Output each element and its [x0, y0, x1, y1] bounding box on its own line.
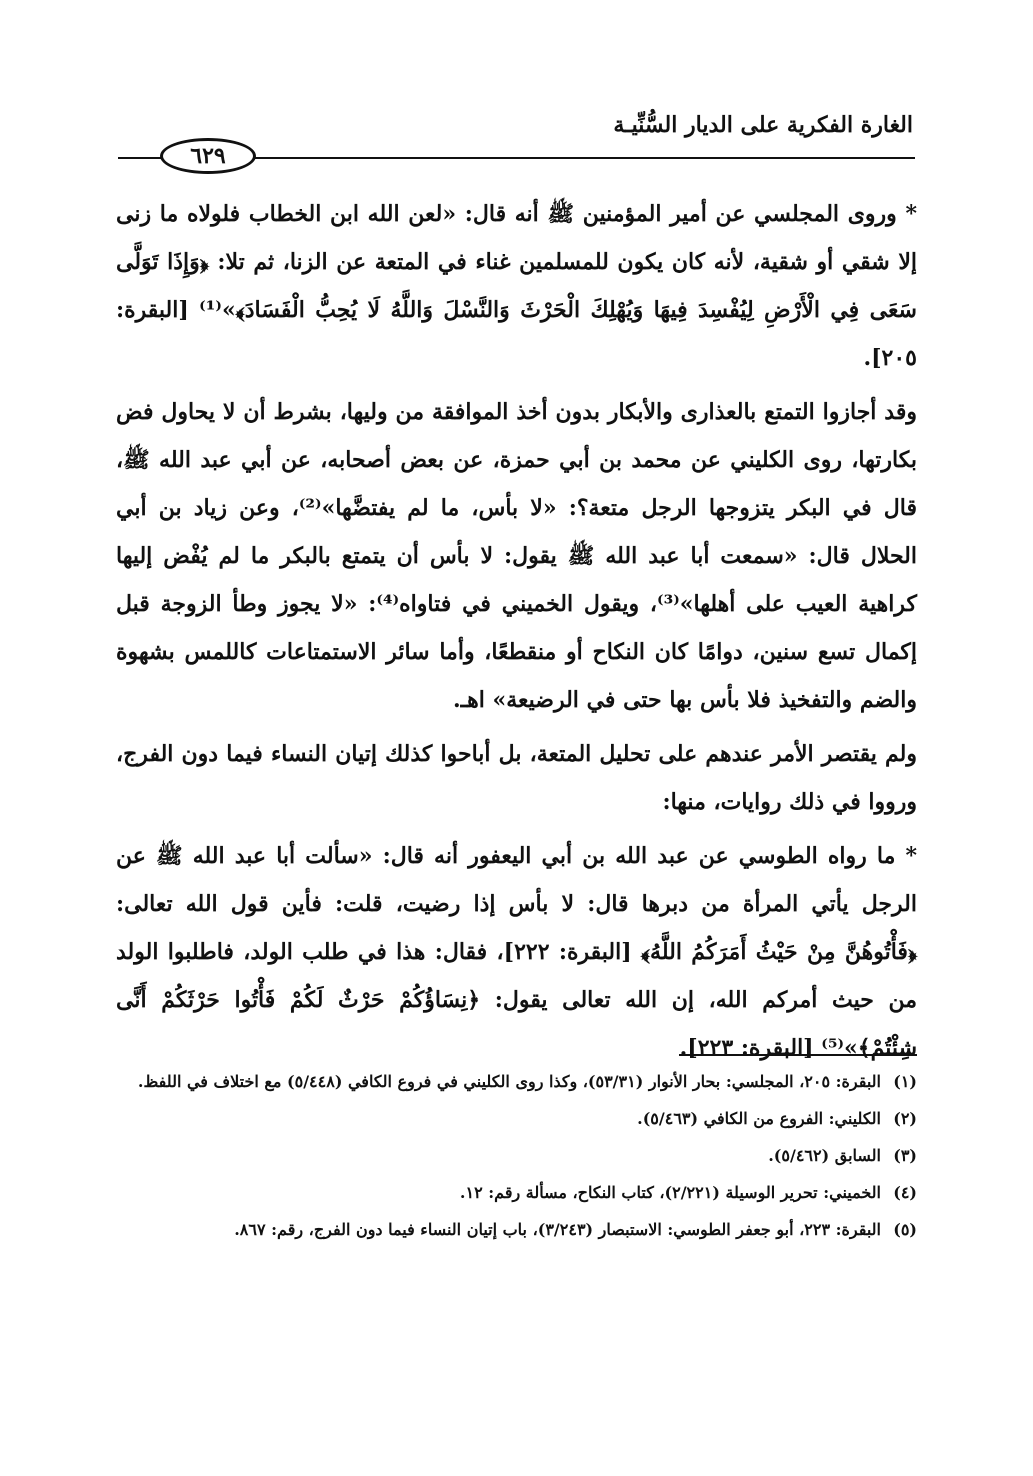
- footnote-text: الخميني: تحرير الوسيلة (٢/٢٢١)، كتاب النكاح، مسألة رقم: ١٢.: [459, 1183, 881, 1202]
- footnote: [116, 1179, 917, 1207]
- paragraph: وقد أجازوا التمتع بالعذارى والأبكار بدون أخذ الموافقة من وليها، بشرط أن لا يحاول فض بكارتها، روى الكليني عن محمد بن أبي حمزة، عن بعض أصحابه، عن أبي عبد الله ﷺ، قال في البكر يتزوجها الرجل متعة؟: «لا بأس، ما لم يفتضَّها»⁽²⁾، وعن زياد بن أبي الحلال قال: «سمعت أبا عبد الله ﷺ يقول: لا بأس أن يتمتع بالبكر ما لم يُفْض إليها كراهية العيب على أهلها»⁽³⁾، ويقول الخميني في فتاواه⁽⁴⁾: «لا يجوز وطأ الزوجة قبل إكمال تسع سنين، دوامًا كان النكاح أو منقطعًا، وأما سائر الاستمتاعات كاللمس بشهوة والضم والتفخيذ فلا بأس بها حتى في الرضيعة» اهـ.: [116, 399, 917, 713]
- footnote: [116, 1105, 917, 1133]
- footnote-number: (١): [893, 1072, 917, 1091]
- paragraph: * ما رواه الطوسي عن عبد الله بن أبي اليعفور أنه قال: «سألت أبا عبد الله ﷺ عن الرجل يأتي المرأة من دبرها قال: لا بأس إذا رضيت، قلت: فأين قول الله تعالى: ﴿فَأْتُوهُنَّ مِنْ حَيْثُ أَمَرَكُمُ اللَّهُ﴾ [البقرة: ٢٢٢]، فقال: هذا في طلب الولد، فاطلبوا الولد من حيث أمركم الله، إن الله تعالى يقول: ﴿نِسَاؤُكُمْ حَرْثٌ لَكُمْ فَأْتُوا حَرْثَكُمْ أَنَّى شِئْتُمْ﴾»⁽⁵⁾ [البقرة: ٢٢٣].: [116, 843, 917, 1061]
- paragraph: ولم يقتصر الأمر عندهم على تحليل المتعة، بل أباحوا كذلك إتيان النساء فيما دون الفرج، ورووا في ذلك روايات، منها:: [116, 741, 917, 815]
- footnote-number: (٢): [893, 1109, 917, 1128]
- page-number: ٦٢٩: [190, 143, 226, 169]
- footnote-number: (٤): [893, 1183, 917, 1202]
- footnote-number: (٣): [893, 1146, 917, 1165]
- footnote: [116, 1216, 917, 1244]
- footnote-text: البقرة: ٢٢٣، أبو جعفر الطوسي: الاستبصار (٣/٢٤٣)، باب إتيان النساء فيما دون الفرج، رقم: ٨٦٧.: [234, 1220, 881, 1239]
- footnote: [116, 1068, 917, 1096]
- footnote-separator: [679, 1054, 917, 1056]
- paragraph: * وروى المجلسي عن أمير المؤمنين ﷺ أنه قال: «لعن الله ابن الخطاب فلولاه ما زنى إلا شقي أو شقية، لأنه كان يكون للمسلمين غناء في المتعة عن الزنا، ثم تلا: ﴿وَإِذَا تَوَلَّى سَعَى فِي الْأَرْضِ لِيُفْسِدَ فِيهَا وَيُهْلِكَ الْحَرْثَ وَالنَّسْلَ وَاللَّهُ لَا يُحِبُّ الْفَسَادَ﴾»⁽¹⁾ [البقرة: ٢٠٥].: [116, 201, 917, 371]
- footnote-text: السابق (٥/٤٦٢).: [768, 1146, 881, 1165]
- footnotes: [116, 1068, 917, 1253]
- footnote: [116, 1142, 917, 1170]
- running-header-title: الغارة الفكرية على الديار السُّنِّيـة: [613, 112, 913, 138]
- page-number-badge: [160, 138, 256, 174]
- footnote-text: الكليني: الفروع من الكافي (٥/٤٦٣).: [637, 1109, 881, 1128]
- footnote-text: البقرة: ٢٠٥، المجلسي: بحار الأنوار (٥٣/٣١)، وكذا روى الكليني في فروع الكافي (٥/٤٤٨) مع اختلاف في اللفظ.: [137, 1072, 881, 1091]
- footnote-number: (٥): [893, 1220, 917, 1239]
- main-text: [116, 190, 917, 1078]
